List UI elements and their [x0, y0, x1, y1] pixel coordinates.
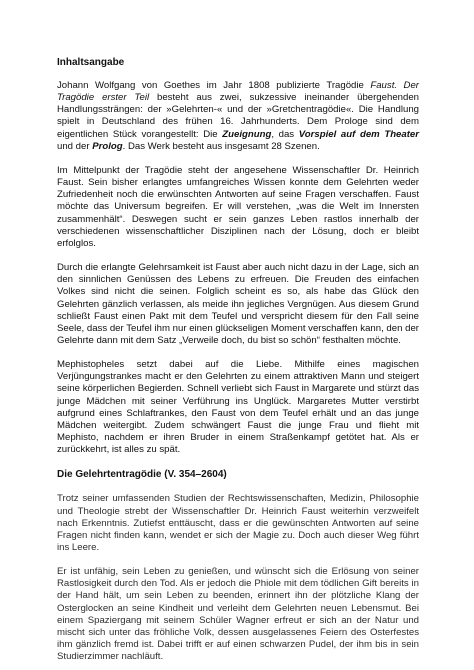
section-heading-inhaltsangabe: Inhaltsangabe	[57, 57, 125, 68]
intro-text-5: . Das Werk besteht aus insgesamt 28 Szenen.	[122, 140, 320, 152]
paragraph-pact: Durch die erlangte Gelehrsamkeit ist Faust aber auch nicht dazu in der Lage, sich an den sinnlichen Genüssen des Lebens zu erfreuen. Die Freuden des einfachen Volkes sind nicht die seinen. Folglich scheint es so, als habe das Glück den Gelehrten gänzlich verlassen, als meide ihn jegliches Vergnügen. Aus diesem Grund schließt Faust einen Pakt mit dem Teufel und verspricht diesem für den Fall seine Seele, dass der Teufel ihm nur einen glückseligen Moment verschaffen kann, den der Gelehrte dann mit dem Satz „Verweile doch, du bist so schön“ festhalten möchte.	[57, 262, 419, 346]
intro-work-title: Faust. Der Tragödie erster Teil	[57, 80, 419, 104]
intro-text-2: besteht aus zwei, sukzessive ineinander übergehenden Handlungssträngen: der »Gelehrten-« und der »Gretchentragödie«. Die Handlung spielt in Deutschland des frühen 16. Jahrhunderts. Dem Prologe sind dem eigentlichen Stück vorangestellt: Die	[57, 92, 419, 140]
paragraph-easter: Er ist unfähig, sein Leben zu genießen, und wünscht sich die Erlösung von seiner Rastlosigkeit durch den Tod. Als er jedoch die Phiole mit dem tödlichen Gift bereits in der Hand hält, um sein Leben zu beenden, erinnert ihn der plötzliche Klang der Osterglocken an seine Kindheit und verleiht dem Gelehrten neuen Lebensmut. Bei einem Spaziergang mit seinem Schüler Wagner erfreut er sich an der Natur und mischt sich unter das fröhliche Volk, dessen ausgelassenes Feiern des Osterfestes ihm gänzlich fremd ist. Dabei trifft er auf einen schwarzen Pudel, der ihm bis in sein Studierzimmer nachläuft.	[57, 566, 419, 663]
paragraph-faust-scholar: Im Mittelpunkt der Tragödie steht der angesehene Wissenschaftler Dr. Heinrich Faust. Sein bisher erlangtes umfangreiches Wissen konnte dem Gelehrten weder Zufriedenheit noch die erwünschten Antworten auf seine Fragen verschaffen. Faust möchte das Universum begreifen. Er will verstehen, „was die Welt im Innersten zusammenhält“. Deswegen sucht er sein ganzes Leben rastlos innerhalb der verschiedenen wissenschaftlicher Disziplinen nach der Lösung, doch er bleibt erfolglos.	[57, 164, 419, 249]
section-heading-gelehrtentragoedie: Die Gelehrtentragödie (V. 354–2604)	[57, 469, 227, 481]
intro-text-1: Johann Wolfgang von Goethes im Jahr 1808 publizierte Tragödie	[57, 80, 371, 91]
intro-text-3: , das	[271, 128, 299, 140]
paragraph-intro	[57, 80, 419, 153]
intro-prolog: Prolog	[92, 140, 123, 152]
paragraph-studies: Trotz seiner umfassenden Studien der Rechtswissenschaften, Medizin, Philosophie und Theologie strebt der Wissenschaftler Dr. Heinrich Faust weiterhin verzweifelt nach Erkenntnis. Zutiefst enttäuscht, dass er die gewünschten Antworten auf seine Fragen nicht finden kann, wendet er sich der Magie zu. Doch auch dieser Weg führt ins Leere.	[57, 493, 419, 553]
paragraph-mephistopheles: Mephistopheles setzt dabei auf die Liebe. Mithilfe eines magischen Verjüngungstrankes macht er den Gelehrten zu einem attraktiven Mann und steigert seine körperlichen Begierden. Schnell verliebt sich Faust in Margarete und stürzt das junge Mädchen mit seiner Verführung ins Unglück. Margaretes Mutter verstirbt aufgrund eines Schlaftrankes, den Faust von dem Teufel erhält und an das junge Mädchen weitergibt. Zudem schwängert Faust die junge Frau und flieht mit Mephisto, nachdem er ihren Bruder in einem Straßenkampf getötet hat. Als er zurückkehrt, ist alles zu spät.	[57, 359, 419, 456]
intro-zueignung: Zueignung	[222, 128, 272, 140]
intro-text-4: und der	[57, 140, 93, 152]
intro-vorspiel: Vorspiel auf dem Theater	[298, 128, 419, 140]
